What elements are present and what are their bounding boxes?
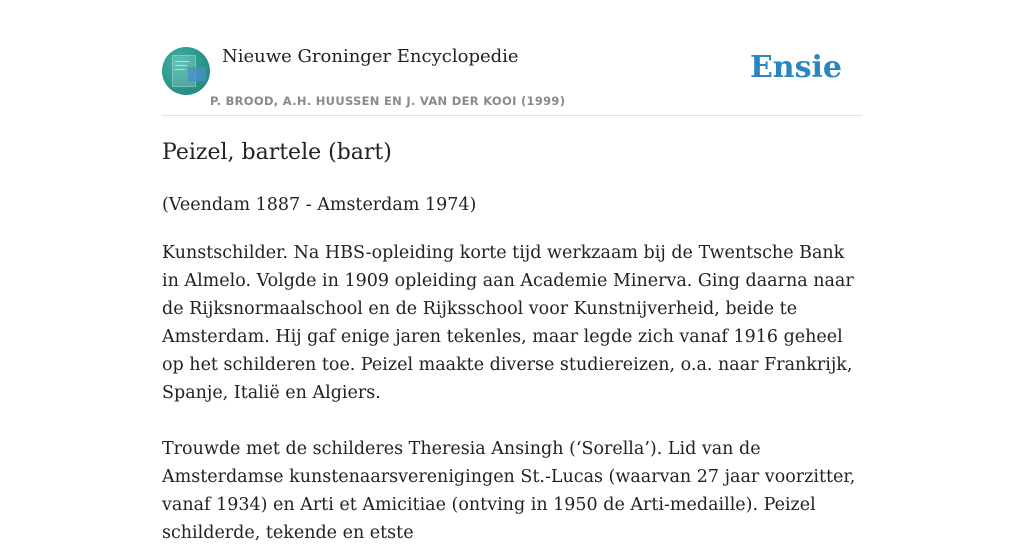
article-title: Peizel, bartele (bart)	[162, 140, 392, 165]
color-swatch-icon	[188, 67, 206, 81]
article-lifespan: (Veendam 1887 - Amsterdam 1974)	[162, 195, 477, 215]
authors-byline: P. BROOD, A.H. HUUSSEN EN J. VAN DER KOOI (1999)	[210, 94, 566, 108]
article-paragraph: Kunstschilder. Na HBS-opleiding korte tijd werkzaam bij de Twentsche Bank in Almelo. Volgde in 1909 opleiding aan Academie Minerva. Ging daarna naar de Rijksnormaalschool en de Rijksschool voor Kunstnijverheid, beide te Amsterdam. Hij gaf enige jaren tekenles, maar legde zich vanaf 1916 geheel op het schilderen toe. Peizel maakte diverse studiereizen, o.a. naar Frankrijk, Spanje, Italië en Algiers.	[162, 243, 854, 403]
text-line-icon	[175, 69, 185, 70]
encyclopedia-avatar[interactable]	[162, 47, 210, 95]
brand-logo[interactable]: Ensie	[749, 50, 842, 85]
header	[162, 0, 862, 116]
page-container	[162, 0, 862, 543]
encyclopedia-title[interactable]: Nieuwe Groninger Encyclopedie	[222, 46, 519, 67]
text-line-icon	[175, 65, 187, 66]
text-line-icon	[175, 61, 189, 62]
article-paragraph: Trouwde met de schilderes Theresia Ansingh (‘Sorella’). Lid van de Amsterdamse kunstenaarsverenigingen St.-Lucas (waarvan 27 jaar voorzitter, vanaf 1934) en Arti et Amicitiae (ontving in 1950 de Arti-medaille). Peizel schilderde, tekende en etste	[162, 439, 856, 543]
